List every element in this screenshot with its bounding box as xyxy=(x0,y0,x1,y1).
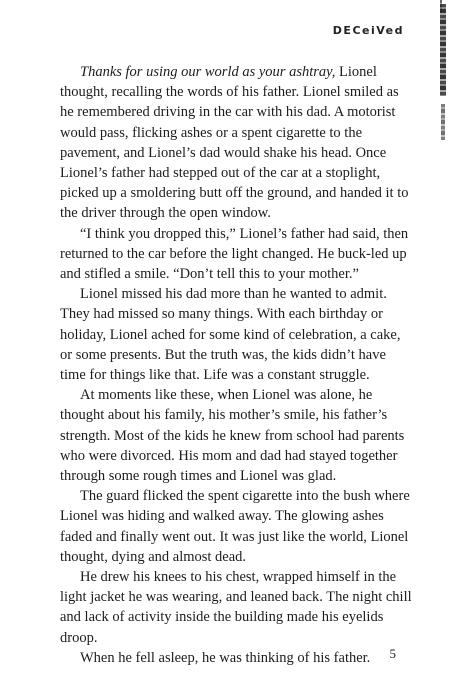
body-text xyxy=(60,62,412,668)
paragraph xyxy=(60,648,412,668)
paragraph-text: When he fell asleep, he was thinking of his father. xyxy=(80,649,371,666)
paragraph xyxy=(60,567,412,648)
paragraph-text: At moments like these, when Lionel was alone, he thought about his family, his mother’s smile, his father’s strength. Most of the kids he knew from school had parents who were divorced. His mom and dad had stayed together through some rough times and Lionel was glad. xyxy=(60,387,405,485)
paragraph xyxy=(60,486,412,567)
paragraph xyxy=(60,284,412,385)
paragraph-text: “I think you dropped this,” Lionel’s father had said, then returned to the car before the light changed. He buck-led up and stifled a smile. “Don’t tell this to your mother.” xyxy=(60,225,409,283)
paragraph xyxy=(60,62,412,224)
paragraph-lead-italic: Thanks for using our world as your ashtray, xyxy=(80,64,336,80)
paragraph xyxy=(60,224,412,285)
paragraph xyxy=(60,385,412,486)
running-head: DECeiVed xyxy=(332,24,404,37)
paragraph-text: Lionel missed his dad more than he wanted to admit. They had missed so many things. With each birthday or holiday, Lionel ached for some kind of celebration, a cake, or some presents. But the truth was, the kids didn’t have time for things like that. Life was a constant struggle. xyxy=(60,286,401,384)
paragraph-text: Lionel thought, recalling the words of his father. Lionel smiled as he remembered driving in the car with his dad. A motorist would pass, flicking ashes or a spent cigarette to the pavement, and Lionel’s dad would shake his head. Once Lionel’s father had stepped out of the car at a stoplight, picked up a smoldering butt off the ground, and handed it to the driver through the open window. xyxy=(60,64,409,222)
page-edge-mark xyxy=(441,104,445,140)
paragraph-text: He drew his knees to his chest, wrapped himself in the light jacket he was wearing, and leaned back. The night chill and lack of activity inside the building made his eyelids droop. xyxy=(60,569,412,646)
paragraph-text: The guard flicked the spent cigarette into the bush where Lionel was hiding and walked away. The glowing ashes faded and finally went out. It was just like the world, Lionel thought, dying and almost dead. xyxy=(60,488,410,565)
page-edge-mark xyxy=(440,4,446,96)
page-number: 5 xyxy=(389,646,396,661)
